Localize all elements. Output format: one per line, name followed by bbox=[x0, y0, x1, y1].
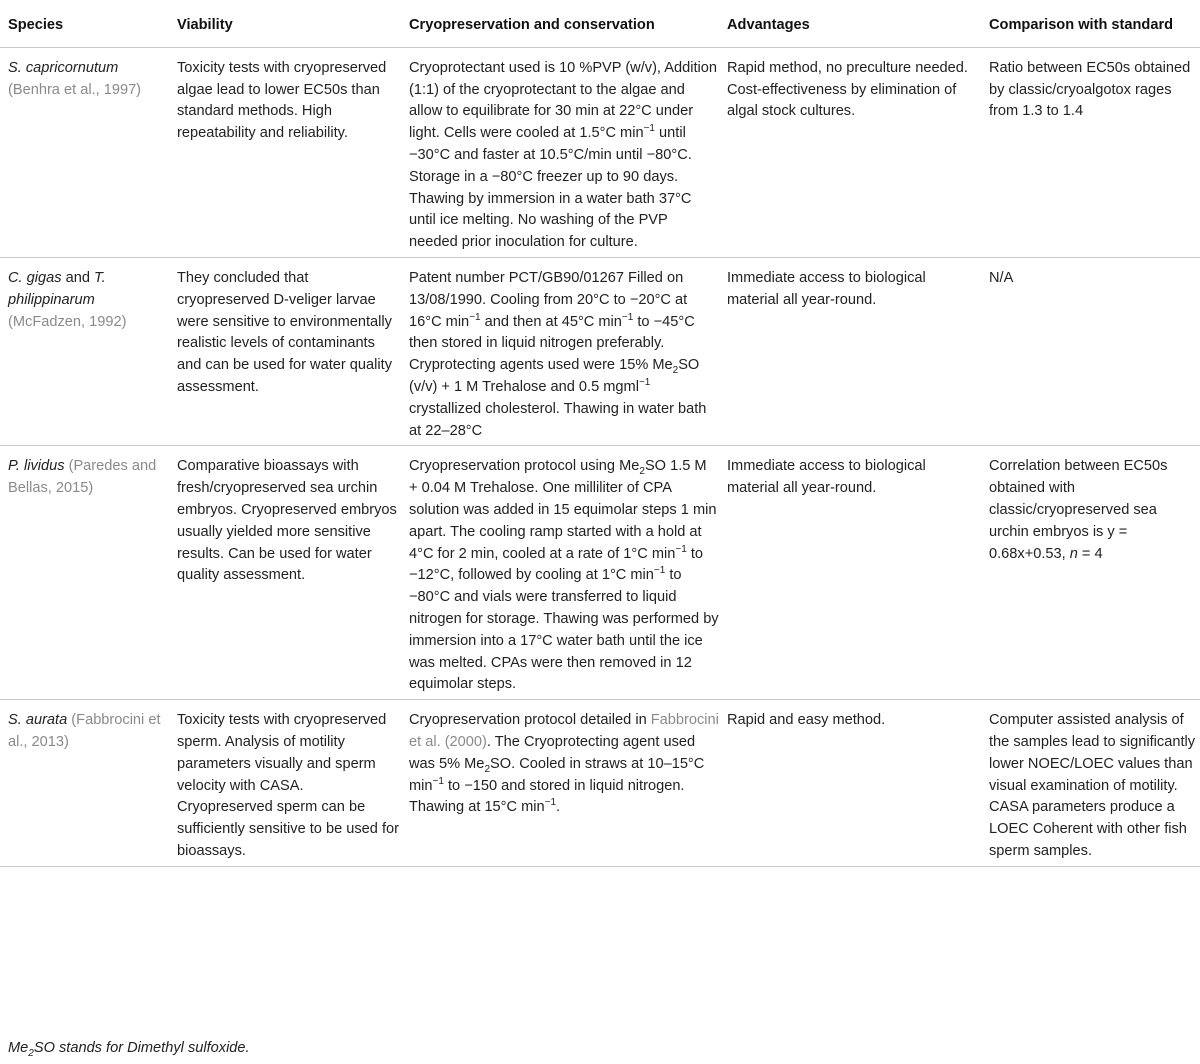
table-row bbox=[0, 700, 1200, 867]
species-name: S. capricornutum bbox=[8, 59, 119, 76]
species-reference: (McFadzen, 1992) bbox=[8, 313, 127, 330]
species-conjunction: and bbox=[65, 269, 90, 286]
table-footnote: $Me_2SO$ stands for Dimethyl sulfoxide. bbox=[8, 1040, 250, 1059]
species-cell bbox=[0, 700, 169, 867]
header-advantages: Advantages bbox=[719, 0, 981, 47]
header-viability: Viability bbox=[169, 0, 401, 47]
advantages-cell: Rapid method, no preculture needed. Cost-effectiveness by elimination of algal stock cultures. bbox=[719, 47, 981, 257]
comparison-cell: Computer assisted analysis of the samples lead to significantly lower NOEC/LOEC values than visual examination of motility. CASA parameters produce a LOEC Coherent with other fish sperm samples. bbox=[981, 700, 1200, 867]
species-name: P. lividus bbox=[8, 458, 65, 475]
cryo-cell: Cryoprotectant used is 10 %PVP (w/v), Addition (1:1) of the cryoprotectant to the algae and allow to equilibrate for 30 min at 22°C under light. Cells were cooled at 1.5°C $\min^{-1}$ until −30°C and faster at 10.5°C/min until −80°C. Storage in a −80°C freezer up to 90 days. Thawing by immersion in a water bath 37°C until ice melting. No washing of the PVP needed prior inoculation for culture. bbox=[401, 47, 719, 257]
viability-cell: Comparative bioassays with fresh/cryopreserved sea urchin embryos. Cryopreserved embryos usually yielded more sensitive results. Can be used for water quality assessment. bbox=[169, 446, 401, 700]
cryo-cell: Patent number PCT/GB90/01267 Filled on 13/08/1990. Cooling from 20°C to −20°C at 16°C $\min^{-1}$ and then at 45°C $\min^{-1}$ to −45°C then stored in liquid nitrogen preferably. Cryprotecting agents used were 15% $Me_2SO$ (v/v) + 1 M Trehalose and 0.5 mgml$^{-1}$ crystallized cholesterol. Thawing in water bath at 22–28°C bbox=[401, 257, 719, 445]
table-row bbox=[0, 446, 1200, 700]
viability-cell: Toxicity tests with cryopreserved algae lead to lower EC50s than standard methods. High repeatability and reliability. bbox=[169, 47, 401, 257]
species-reference: (Benhra et al., 1997) bbox=[8, 81, 142, 98]
species-reference: (Paredes and Bellas, 2015) bbox=[8, 458, 157, 497]
advantages-cell: Immediate access to biological material all year-round. bbox=[719, 446, 981, 700]
citation-link[interactable]: Fabbrocini et al. (2000) bbox=[409, 712, 719, 750]
header-cryo: Cryopreservation and conservation bbox=[401, 0, 719, 47]
header-row bbox=[0, 0, 1200, 47]
comparison-cell: Ratio between EC50s obtained by classic/cryoalgotox rages from 1.3 to 1.4 bbox=[981, 47, 1200, 257]
viability-cell: They concluded that cryopreserved D-veliger larvae were sensitive to environmentally realistic levels of contaminants and can be used for water quality assessment. bbox=[169, 257, 401, 445]
table-row bbox=[0, 257, 1200, 445]
table-row bbox=[0, 47, 1200, 257]
comparison-cell: Correlation between EC50s obtained with classic/cryopreserved sea urchin embryos is y = 0.68x+0.53, n = 4 bbox=[981, 446, 1200, 700]
viability-cell: Toxicity tests with cryopreserved sperm. Analysis of motility parameters visually and sperm velocity with CASA. Cryopreserved sperm can be sufficiently sensitive to be used for bioassays. bbox=[169, 700, 401, 867]
species-name: S. aurata bbox=[8, 712, 68, 729]
cryo-cell: Cryopreservation protocol using $Me_2SO$ 1.5 M + 0.04 M Trehalose. One milliliter of CPA solution was added in 15 equimolar steps 1 min apart. The cooling ramp started with a hold at 4°C for 2 min, cooled at a rate of 1°C $\min^{-1}$ to −12°C, followed by cooling at 1°C $\min^{-1}$ to −80°C and vials were transferred to liquid nitrogen for storage. Thawing was performed by immersion into a 17°C water bath until the ice was melted. CPAs were then removed in 12 equimolar steps. bbox=[401, 446, 719, 700]
species-name-2: T. philippinarum bbox=[8, 269, 106, 308]
header-comparison: Comparison with standard bbox=[981, 0, 1200, 47]
species-reference: (Fabbrocini et al., 2013) bbox=[8, 712, 161, 750]
species-name: C. gigas bbox=[8, 269, 62, 286]
cryo-cell: Cryopreservation protocol detailed in Fabbrocini et al. (2000). The Cryoprotecting agent used was 5% $Me_2SO$. Cooled in straws at 10–15°C $\min^{-1}$ to −150 and stored in liquid nitrogen. Thawing at 15°C $\min^{-1}$. bbox=[401, 700, 719, 867]
advantages-cell: Rapid and easy method. bbox=[719, 700, 981, 867]
comparison-cell: N/A bbox=[981, 257, 1200, 445]
header-species: Species bbox=[0, 0, 169, 47]
species-cell bbox=[0, 257, 169, 445]
species-cell bbox=[0, 446, 169, 700]
advantages-cell: Immediate access to biological material all year-round. bbox=[719, 257, 981, 445]
species-cell bbox=[0, 47, 169, 257]
